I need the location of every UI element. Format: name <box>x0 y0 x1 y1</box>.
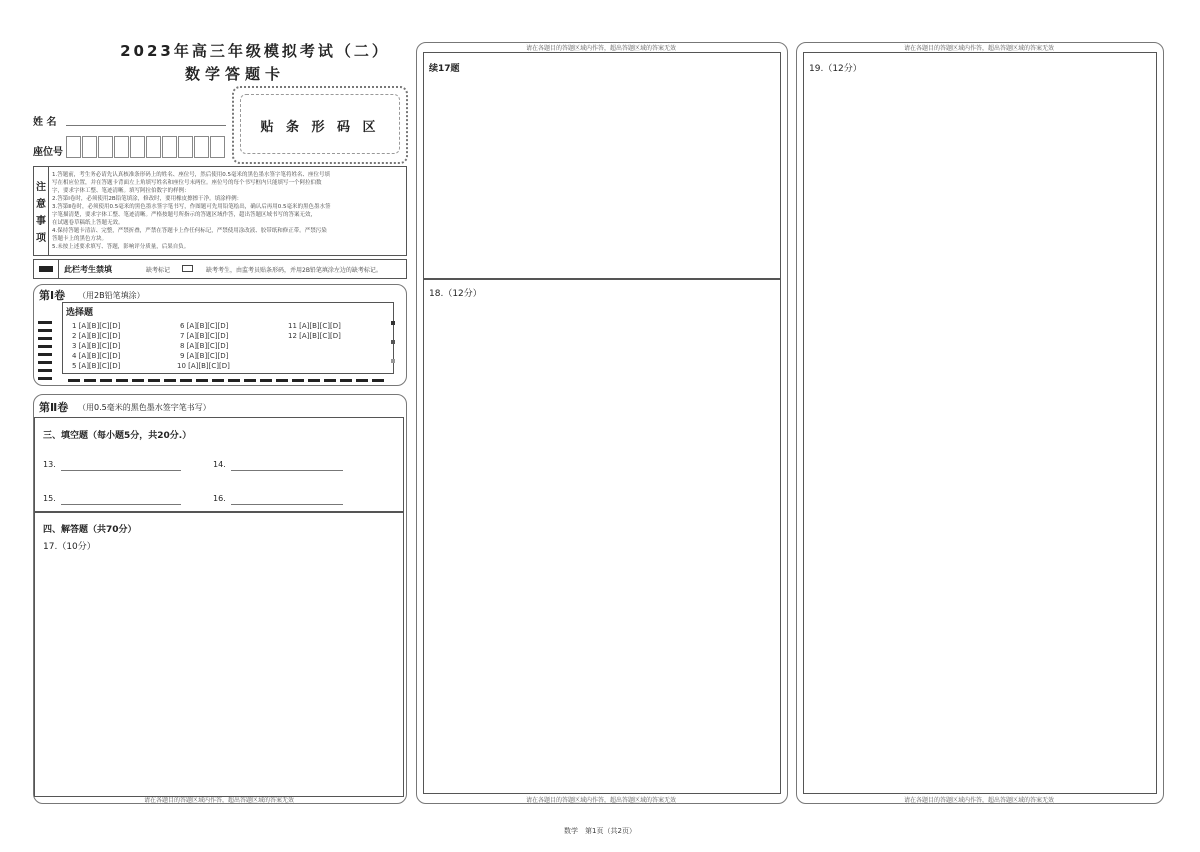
q17-answer-area[interactable] <box>34 511 404 797</box>
notice-heading: 注 意 事 项 <box>36 182 46 244</box>
absent-mark-box[interactable] <box>182 265 193 272</box>
card-subtitle: 数学答题卡 <box>184 65 285 83</box>
q18-answer-area[interactable] <box>423 278 781 794</box>
edge-warning: 请在各题目的答题区域内作答，超出答题区域的答案无效 <box>143 797 294 804</box>
part1-title: 第Ⅰ卷 <box>39 289 66 302</box>
timing-mark <box>38 321 52 324</box>
timing-mark-row <box>68 379 386 382</box>
timing-mark <box>38 353 52 356</box>
choice-q12[interactable]: 12 [A][B][C][D] <box>288 332 341 340</box>
choice-box <box>62 302 394 374</box>
timing-mark <box>38 345 52 348</box>
q19-answer-area[interactable] <box>803 52 1157 794</box>
seat-number-boxes[interactable] <box>66 136 226 162</box>
seat-label: 座位号 <box>33 147 63 158</box>
part2-title: 第Ⅱ卷 <box>39 401 69 414</box>
solve-title: 四、解答题（共70分） <box>43 525 137 535</box>
q18-label: 18.（12分） <box>429 289 482 299</box>
timing-mark <box>38 361 52 364</box>
barcode-area <box>232 86 408 164</box>
edge-warning: 请在各题目的答题区域内作答，超出答题区域的答案无效 <box>903 45 1054 52</box>
choice-q1[interactable]: 1 [A][B][C][D] <box>72 322 121 330</box>
exam-title: 2023年高三年级模拟考试（二） <box>120 42 390 60</box>
name-label: 姓 名 <box>33 117 57 128</box>
q15-answer-line[interactable] <box>61 504 181 505</box>
notice-text: 1.答题前，考生务必请先认真核准条形码上的姓名、座位号，然后使用0.5毫米的黑色墨水签字笔将姓名、座位号填 写在相应位置，并在答题卡背面左上角填写姓名和座位号末两位。座位号的每个书写框内只能填写一个阿拉伯数 字，要求字体工整、笔迹清晰。填写阿拉伯数字的样例： 2.答第Ⅰ卷时，必须使用2B铅笔填涂，修改时，要用橡皮擦擦干净。填涂样例： 3.答第Ⅱ卷时，必须使用0.5毫米的黑色墨水签字笔书写，作图题可先用铅笔绘出，确认后再用0.5毫米的黑色墨水签 字笔描清楚，要求字体工整、笔迹清晰。严格按题号所指示的答题区域作答，超出答题区域书写的答案无效， 在试题卷草稿纸上答题无效。 4.保持答题卡清洁、完整，严禁折叠，严禁在答题卡上作任何标记，严禁使用涂改液、胶带纸和修正带。严禁污染 答题卡上的黑色方块。 5.未按上述要求填写、答题，影响评分质量，后果自负。 <box>52 172 331 250</box>
q16-label: 16. <box>213 494 226 503</box>
absent-row <box>33 259 407 279</box>
absent-label: 此栏考生禁填 <box>64 265 112 274</box>
q15-label: 15. <box>43 494 56 503</box>
timing-mark <box>391 359 395 363</box>
q17-continued-label: 续17题 <box>429 64 460 74</box>
part2-box <box>33 394 407 804</box>
q16-answer-line[interactable] <box>231 504 343 505</box>
choice-q2[interactable]: 2 [A][B][C][D] <box>72 332 121 340</box>
timing-mark <box>38 329 52 332</box>
barcode-label: 贴 条 形 码 区 <box>260 120 380 135</box>
q17-continued-area[interactable] <box>423 52 781 280</box>
edge-warning: 请在各题目的答题区域内作答，超出答题区域的答案无效 <box>903 797 1054 804</box>
q19-label: 19.（12分） <box>809 64 862 74</box>
timing-mark <box>391 321 395 325</box>
choice-q8[interactable]: 8 [A][B][C][D] <box>180 342 229 350</box>
timing-mark <box>38 337 52 340</box>
edge-warning: 请在各题目的答题区域内作答，超出答题区域的答案无效 <box>525 45 676 52</box>
choice-section-label: 选择题 <box>66 308 94 318</box>
q13-label: 13. <box>43 460 56 469</box>
fill-in-title: 三、填空题（每小题5分，共20分.） <box>43 431 192 441</box>
part1-hint: （用2B铅笔填涂） <box>78 291 145 300</box>
q14-answer-line[interactable] <box>231 470 343 471</box>
page-footer: 数学 第1页（共2页） <box>564 827 636 835</box>
timing-mark <box>39 266 53 272</box>
choice-q4[interactable]: 4 [A][B][C][D] <box>72 352 121 360</box>
timing-mark <box>38 369 52 372</box>
q13-answer-line[interactable] <box>61 470 181 471</box>
choice-q6[interactable]: 6 [A][B][C][D] <box>180 322 229 330</box>
choice-q10[interactable]: 10 [A][B][C][D] <box>177 362 230 370</box>
edge-warning: 请在各题目的答题区域内作答，超出答题区域的答案无效 <box>525 797 676 804</box>
notice-box <box>33 166 407 256</box>
timing-mark <box>391 340 395 344</box>
name-field[interactable] <box>66 124 226 126</box>
choice-q9[interactable]: 9 [A][B][C][D] <box>180 352 229 360</box>
fill-in-section <box>34 417 404 513</box>
choice-q11[interactable]: 11 [A][B][C][D] <box>288 322 341 330</box>
q14-label: 14. <box>213 460 226 469</box>
choice-q3[interactable]: 3 [A][B][C][D] <box>72 342 121 350</box>
part2-hint: （用0.5毫米的黑色墨水签字笔书写） <box>78 403 211 412</box>
absent-mark-label: 缺考标记 <box>146 267 171 274</box>
choice-q7[interactable]: 7 [A][B][C][D] <box>180 332 229 340</box>
choice-q5[interactable]: 5 [A][B][C][D] <box>72 362 121 370</box>
timing-mark <box>38 377 52 380</box>
absent-mark-note: 缺考考生，由监考员贴条形码，并用2B铅笔填涂左边的缺考标记。 <box>206 267 382 274</box>
q17-label: 17.（10分） <box>43 542 96 552</box>
part1-box <box>33 284 407 386</box>
